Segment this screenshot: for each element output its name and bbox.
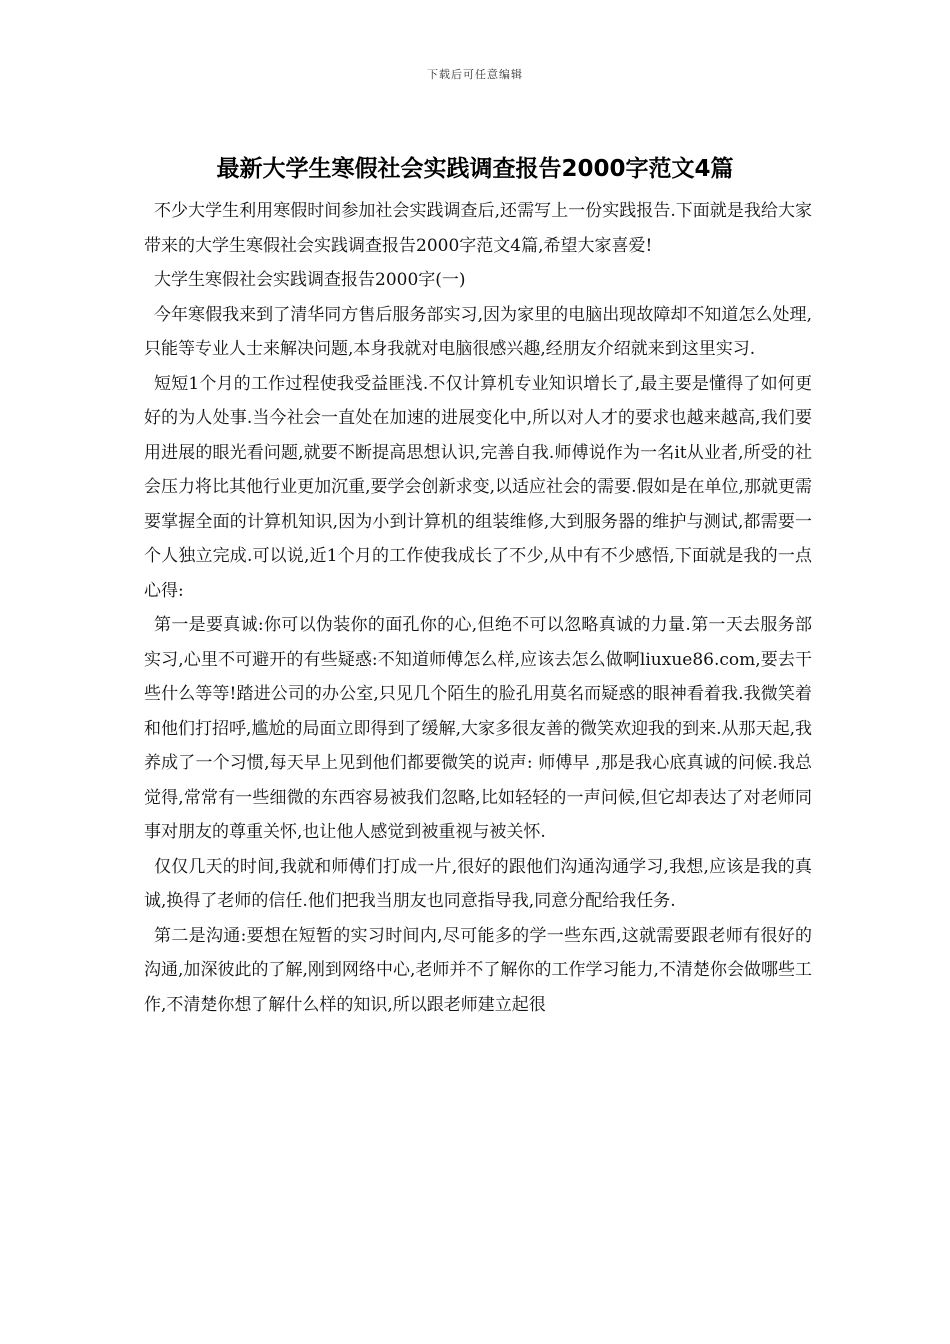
document-body: [144, 194, 812, 1022]
paragraph: 第一是要真诚:你可以伪装你的面孔你的心,但绝不可以忽略真诚的力量.第一天去服务部实习,心里不可避开的有些疑惑:不知道师傅怎么样,应该去怎么做啊liuxue86.com,要去干些什么等等!踏进公司的办公室,只见几个陌生的脸孔用莫名而疑惑的眼神看着我.我微笑着和他们打招呼,尴尬的局面立即得到了缓解,大家多很友善的微笑欢迎我的到来.从那天起,我养成了一个习惯,每天早上见到他们都要微笑的说声: 师傅早 ,那是我心底真诚的问候.我总觉得,常常有一些细微的东西容易被我们忽略,比如轻轻的一声问候,但它却表达了对老师同事对朋友的尊重关怀,也让他人感觉到被重视与被关怀.: [144, 615, 812, 842]
paragraph: 仅仅几天的时间,我就和师傅们打成一片,很好的跟他们沟通沟通学习,我想,应该是我的真诚,换得了老师的信任.他们把我当朋友也同意指导我,同意分配给我任务.: [144, 856, 812, 911]
header-note: 下载后可任意编辑: [427, 68, 523, 81]
paragraph: 今年寒假我来到了清华同方售后服务部实习,因为家里的电脑出现故障却不知道怎么处理,只能等专业人士来解决问题,本身我就对电脑很感兴趣,经朋友介绍就来到这里实习.: [144, 304, 812, 359]
paragraph: 短短1个月的工作过程使我受益匪浅.不仅计算机专业知识增长了,最主要是懂得了如何更好的为人处事.当今社会一直处在加速的进展变化中,所以对人才的要求也越来越高,我们要用进展的眼光看问题,就要不断提高思想认识,完善自我.师傅说作为一名it从业者,所受的社会压力将比其他行业更加沉重,要学会创新求变,以适应社会的需要.假如是在单位,那就更需要掌握全面的计算机知识,因为小到计算机的组装维修,大到服务器的维护与测试,都需要一个人独立完成.可以说,近1个月的工作使我成长了不少,从中有不少感悟,下面就是我的一点心得:: [144, 373, 812, 601]
paragraph: 第二是沟通:要想在短暂的实习时间内,尽可能多的学一些东西,这就需要跟老师有很好的沟通,加深彼此的了解,刚到网络中心,老师并不了解你的工作学习能力,不清楚你会做哪些工作,不清楚你想了解什么样的知识,所以跟老师建立起很: [144, 925, 812, 1015]
document-title: 最新大学生寒假社会实践调查报告2000字范文4篇: [216, 156, 734, 182]
paragraph-intro: 不少大学生利用寒假时间参加社会实践调查后,还需写上一份实践报告.下面就是我给大家带来的大学生寒假社会实践调查报告2000字范文4篇,希望大家喜爱!: [144, 201, 812, 256]
section-heading: 大学生寒假社会实践调查报告2000字(一): [154, 270, 466, 290]
